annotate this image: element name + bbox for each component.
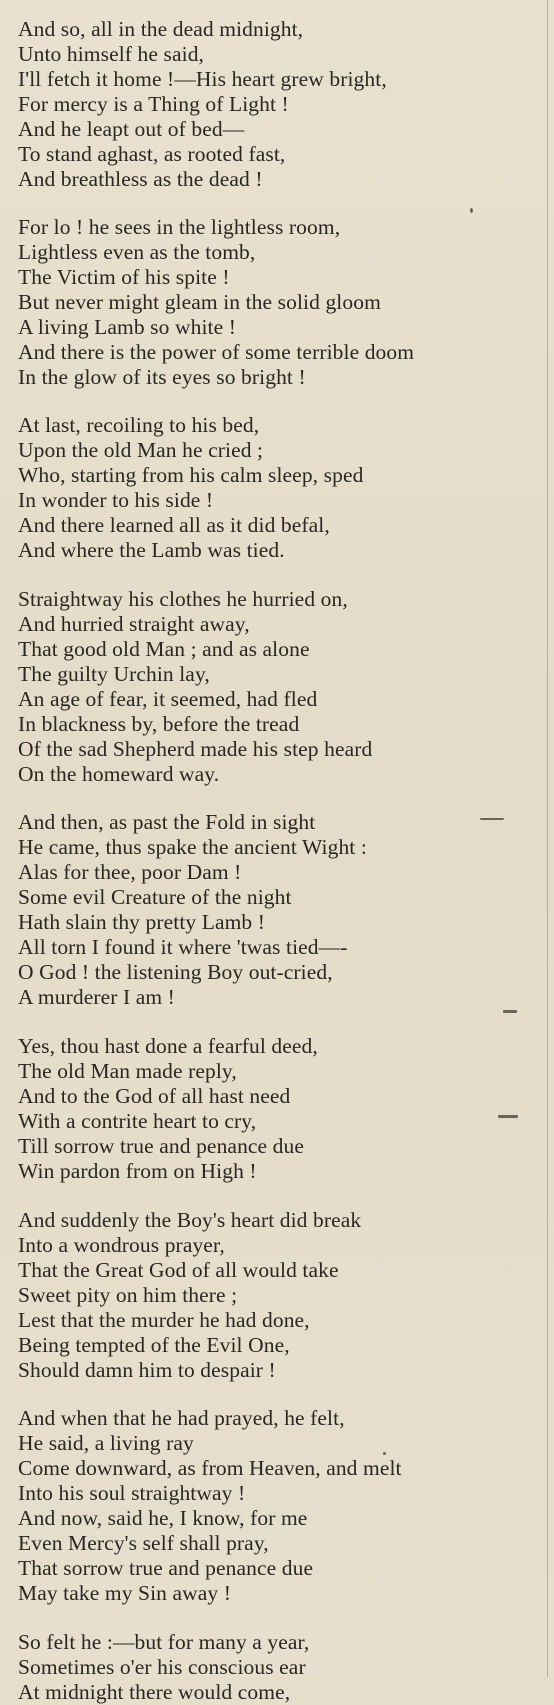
poem-line: And he leapt out of bed— <box>18 117 245 141</box>
poem-line: He said, a living ray <box>18 1431 194 1455</box>
poem-line: Unto himself he said, <box>18 42 205 66</box>
poem-column <box>18 17 518 1705</box>
poem-line: At last, recoiling to his bed, <box>18 413 260 437</box>
poem-line: Some evil Creature of the night <box>18 885 292 909</box>
poem-line: And when that he had prayed, he felt, <box>18 1406 345 1430</box>
poem-line: And hurried straight away, <box>18 612 250 636</box>
poem-line: On the homeward way. <box>18 762 220 786</box>
poem-line: But never might gleam in the solid gloom <box>18 290 381 314</box>
poem-line: He came, thus spake the ancient Wight : <box>18 835 367 859</box>
poem-line: Into a wondrous prayer, <box>18 1233 225 1257</box>
poem-line: A living Lamb so white ! <box>18 315 236 339</box>
stanza <box>18 587 518 787</box>
poem-line: Yes, thou hast done a fearful deed, <box>18 1034 318 1058</box>
poem-line: May take my Sin away ! <box>18 1581 231 1605</box>
poem-line: And breathless as the dead ! <box>18 167 263 191</box>
poem-line: The guilty Urchin lay, <box>18 662 210 686</box>
column-rule <box>547 0 548 1677</box>
poem-line: Who, starting from his calm sleep, sped <box>18 463 364 487</box>
stanza <box>18 1208 518 1383</box>
poem-line: Straightway his clothes he hurried on, <box>18 587 348 611</box>
poem-line: Even Mercy's self shall pray, <box>18 1531 269 1555</box>
stanza <box>18 215 518 390</box>
poem-line: And where the Lamb was tied. <box>18 538 285 562</box>
poem-line: A murderer I am ! <box>18 985 175 1009</box>
poem-line: In blackness by, before the tread <box>18 712 300 736</box>
poem-line: And suddenly the Boy's heart did break <box>18 1208 362 1232</box>
poem-line: Lightless even as the tomb, <box>18 240 256 264</box>
poem-line: And now, said he, I know, for me <box>18 1506 308 1530</box>
poem-line: And so, all in the dead midnight, <box>18 17 304 41</box>
poem-line: So felt he :—but for many a year, <box>18 1630 310 1654</box>
poem-line: Come downward, as from Heaven, and melt <box>18 1456 402 1480</box>
poem-line: And then, as past the Fold in sight <box>18 810 316 834</box>
poem-line: Alas for thee, poor Dam ! <box>18 860 242 884</box>
poem-line: And to the God of all hast need <box>18 1084 291 1108</box>
poem-line: And there is the power of some terrible doom <box>18 340 415 364</box>
poem-line: I'll fetch it home !—His heart grew bright, <box>18 67 387 91</box>
poem-line: That the Great God of all would take <box>18 1258 339 1282</box>
stanza <box>18 17 518 192</box>
poem-line: For mercy is a Thing of Light ! <box>18 92 289 116</box>
poem-line: Should damn him to despair ! <box>18 1358 276 1382</box>
poem-line: Win pardon from on High ! <box>18 1159 257 1183</box>
stanza <box>18 1630 518 1705</box>
poem-line: An age of fear, it seemed, had fled <box>18 687 318 711</box>
stanza <box>18 1034 518 1184</box>
poem-line: And there learned all as it did befal, <box>18 513 330 537</box>
poem-line: Upon the old Man he cried ; <box>18 438 264 462</box>
poem-line: Into his soul straightway ! <box>18 1481 246 1505</box>
poem-line: Sometimes o'er his conscious ear <box>18 1655 306 1679</box>
poem-line: Of the sad Shepherd made his step heard <box>18 737 373 761</box>
poem-line: For lo ! he sees in the lightless room, <box>18 215 341 239</box>
poem-line: That good old Man ; and as alone <box>18 637 310 661</box>
stanza <box>18 1406 518 1606</box>
stanza <box>18 810 518 1010</box>
poem-line: With a contrite heart to cry, <box>18 1109 257 1133</box>
poem-line: Lest that the murder he had done, <box>18 1308 310 1332</box>
poem-line: To stand aghast, as rooted fast, <box>18 142 286 166</box>
poem-line: In wonder to his side ! <box>18 488 214 512</box>
poem-line: Sweet pity on him there ; <box>18 1283 238 1307</box>
poem-line: Being tempted of the Evil One, <box>18 1333 290 1357</box>
poem-line: In the glow of its eyes so bright ! <box>18 365 306 389</box>
poem-line: Till sorrow true and penance due <box>18 1134 305 1158</box>
poem-line: The old Man made reply, <box>18 1059 237 1083</box>
poem-line: That sorrow true and penance due <box>18 1556 314 1580</box>
poem-line: All torn I found it where 'twas tied—- <box>18 935 348 959</box>
poem-line: O God ! the listening Boy out-cried, <box>18 960 333 984</box>
poem-line: At midnight there would come, <box>18 1680 291 1704</box>
stanza <box>18 413 518 563</box>
poem-line: The Victim of his spite ! <box>18 265 230 289</box>
poem-line: Hath slain thy pretty Lamb ! <box>18 910 266 934</box>
